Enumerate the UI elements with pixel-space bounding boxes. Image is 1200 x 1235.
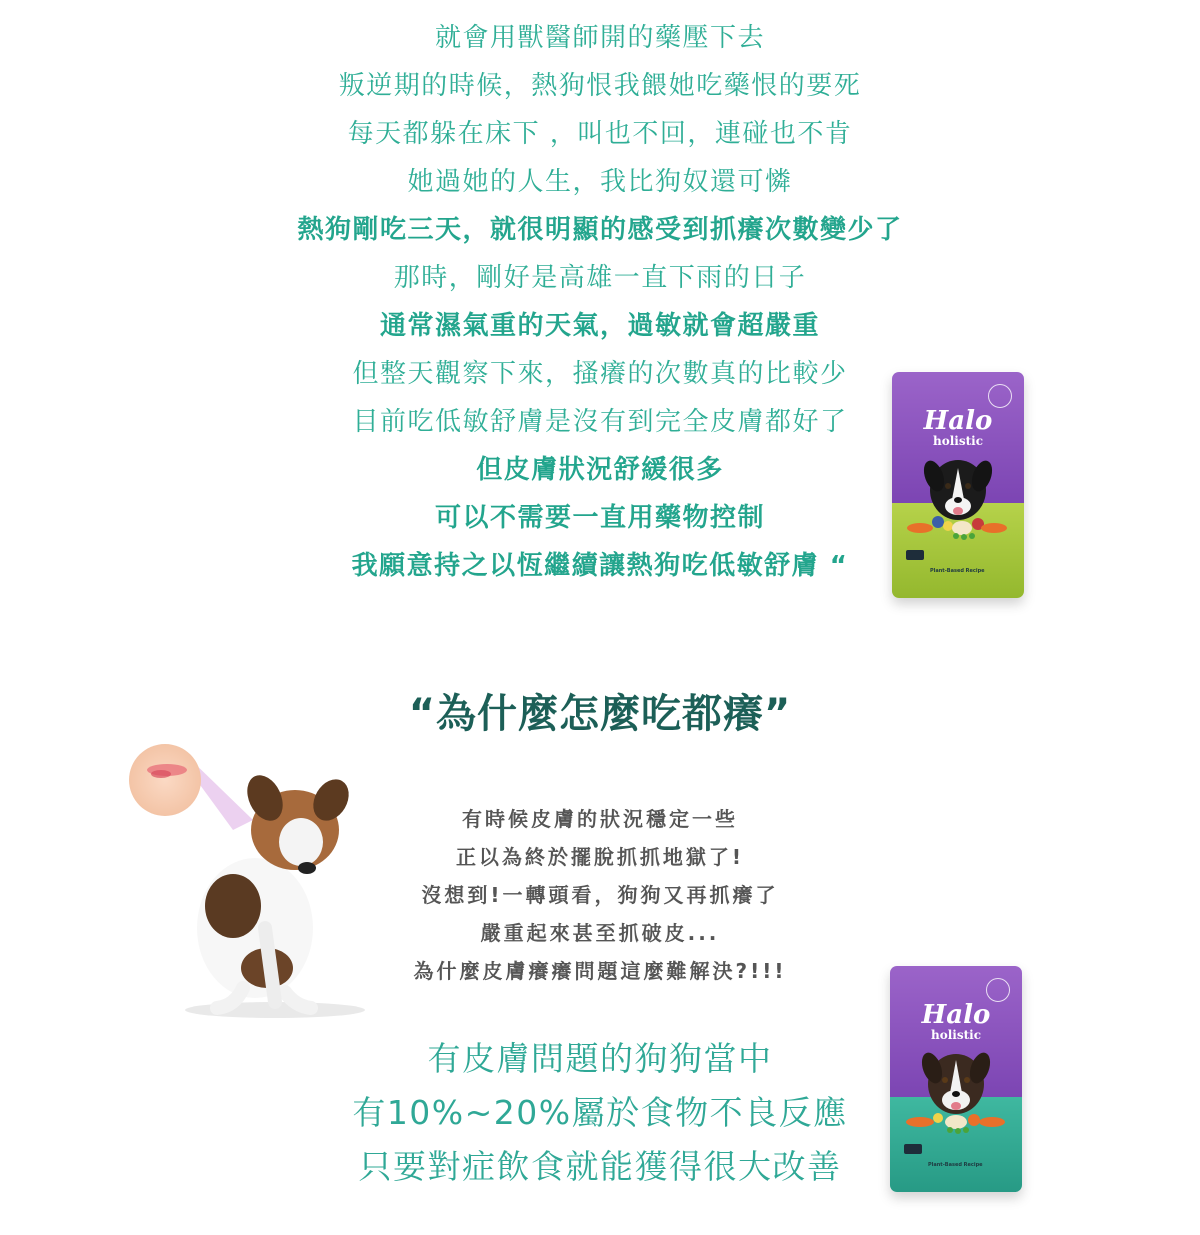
recipe-label: Plant-Based Recipe — [928, 1162, 983, 1168]
testimonial-line-highlight: 但皮膚狀況舒緩很多 — [476, 455, 724, 485]
testimonial-line: 但整天觀察下來，搔癢的次數真的比較少 — [352, 359, 848, 389]
brand-logo: Halo holistic — [921, 1000, 991, 1042]
seal-icon — [986, 978, 1010, 1002]
story-line: 沒想到!一轉頭看，狗狗又再抓癢了 — [421, 883, 779, 907]
story-line: 為什麼皮膚癢癢問題這麼難解決?!!! — [413, 959, 787, 983]
section-title: “為什麼怎麼吃都癢” — [408, 691, 792, 737]
story-line: 正以為終於擺脫抓抓地獄了! — [455, 845, 745, 869]
product-bag-image — [892, 372, 1024, 598]
recipe-label: Plant-Based Recipe — [930, 568, 985, 574]
vegetables-icon — [906, 510, 1010, 540]
story-line: 嚴重起來甚至抓破皮... — [480, 921, 720, 945]
closing-line: 只要對症飲食就能獲得很大改善 — [358, 1147, 842, 1186]
testimonial-line-highlight: 通常濕氣重的天氣，過敏就會超嚴重 — [379, 311, 820, 341]
brand-logo: Halo holistic — [923, 406, 993, 448]
testimonial-line: 目前吃低敏舒膚是沒有到完全皮膚都好了 — [352, 407, 848, 437]
testimonial-line: 她過她的人生，我比狗奴還可憐 — [407, 167, 793, 197]
closing-line: 有皮膚問題的狗狗當中 — [427, 1039, 773, 1078]
closing-line: 有10%~20%屬於食物不良反應 — [352, 1093, 848, 1132]
testimonial-line-highlight: 可以不需要一直用藥物控制 — [434, 503, 765, 533]
testimonial-line-highlight: 我願意持之以恆繼續讓熱狗吃低敏舒膚 “ — [351, 551, 849, 581]
closing-statement — [0, 1032, 1200, 1194]
story-paragraph — [0, 800, 1200, 990]
testimonial-line: 那時，剛好是高雄一直下雨的日子 — [393, 263, 807, 293]
testimonial-line: 每天都躲在床下 ，叫也不回，連碰也不肯 — [347, 119, 853, 149]
seal-icon — [988, 384, 1012, 408]
vegan-badge-icon — [906, 550, 924, 560]
testimonial-line-highlight: 熱狗剛吃三天，就很明顯的感受到抓癢次數變少了 — [297, 215, 903, 245]
story-line: 有時候皮膚的狀況穩定一些 — [462, 807, 738, 831]
testimonial-line: 就會用獸醫師開的藥壓下去 — [434, 23, 765, 53]
testimonial-line: 叛逆期的時候，熱狗恨我餵她吃藥恨的要死 — [338, 71, 862, 101]
